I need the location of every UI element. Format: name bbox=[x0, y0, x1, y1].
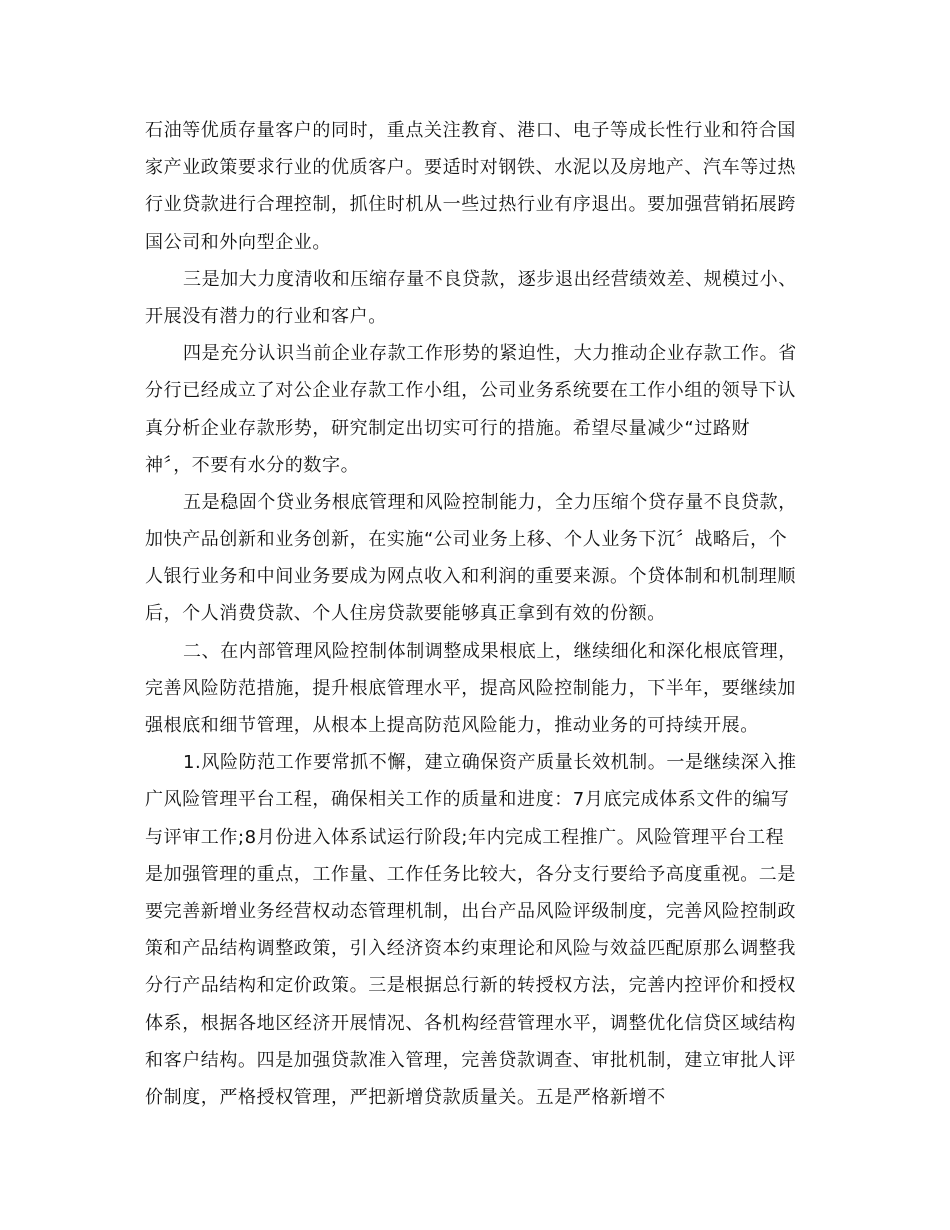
text-line: 家产业政策要求行业的优质客户。要适时对钢铁、水泥以及房地产、汽车等过热 bbox=[145, 157, 796, 179]
text-line: 完善风险防范措施，提升根底管理水平，提高风险控制能力，下半年，要继续加 bbox=[145, 677, 796, 699]
text-line: 分行已经成立了对公企业存款工作小组，公司业务系统要在工作小组的领导下认 bbox=[145, 380, 796, 402]
paragraph-5 bbox=[145, 633, 805, 745]
text-line: 国公司和外向型企业。 bbox=[145, 231, 331, 253]
text-line: 行业贷款进行合理控制，抓住时机从一些过热行业有序退出。要加强营销拓展跨 bbox=[145, 194, 796, 216]
paragraph-3 bbox=[145, 335, 805, 484]
text-line: 五是稳固个贷业务根底管理和风险控制能力，全力压缩个贷存量不良贷款， bbox=[183, 491, 797, 513]
text-line: 和客户结构。四是加强贷款准入管理，完善贷款调查、审批机制，建立审批人评 bbox=[145, 1049, 796, 1071]
text-line: 广风险管理平台工程，确保相关工作的质量和进度：7月底完成体系文件的编写 bbox=[145, 789, 790, 811]
paragraph-6 bbox=[145, 744, 805, 1116]
text-line: 人银行业务和中间业务要成为网点收入和利润的重要来源。个贷体制和机制理顺 bbox=[145, 566, 796, 588]
text-line: 是加强管理的重点，工作量、工作任务比较大，各分支行要给予高度重视。二是 bbox=[145, 863, 796, 885]
paragraph-1 bbox=[145, 112, 805, 261]
text-line: 体系，根据各地区经济开展情况、各机构经营管理水平，调整优化信贷区域结构 bbox=[145, 1012, 796, 1034]
text-line: 开展没有潜力的行业和客户。 bbox=[145, 305, 387, 327]
paragraph-2 bbox=[145, 261, 805, 335]
text-line: 1.风险防范工作要常抓不懈，建立确保资产质量长效机制。一是继续深入推 bbox=[183, 752, 797, 774]
text-line: 二、在内部管理风险控制体制调整成果根底上，继续细化和深化根底管理， bbox=[183, 640, 797, 662]
text-line: 后，个人消费贷款、个人住房贷款要能够真正拿到有效的份额。 bbox=[145, 603, 666, 625]
text-line: 真分析企业存款形势，研究制定出切实可行的措施。希望尽量减少“过路财 bbox=[145, 417, 751, 439]
text-line: 四是充分认识当前企业存款工作形势的紧迫性，大力推动企业存款工作。省 bbox=[183, 343, 797, 365]
document-body bbox=[145, 112, 805, 1116]
text-line: 与评审工作;8月份进入体系试运行阶段;年内完成工程推广。风险管理平台工程 bbox=[145, 826, 785, 848]
text-line: 分行产品结构和定价政策。三是根据总行新的转授权方法，完善内控评价和授权 bbox=[145, 975, 796, 997]
text-line: 加快产品创新和业务创新，在实施“公司业务上移、个人业务下沉〞战略后，个 bbox=[145, 529, 788, 551]
text-line: 强根底和细节管理，从根本上提高防范风险能力，推动业务的可持续开展。 bbox=[145, 715, 759, 736]
text-line: 价制度，严格授权管理，严把新增贷款质量关。五是严格新增不 bbox=[145, 1086, 666, 1108]
text-line: 石油等优质存量客户的同时，重点关注教育、港口、电子等成长性行业和符合国 bbox=[145, 120, 796, 141]
text-line: 神〞，不要有水分的数字。 bbox=[145, 454, 360, 476]
text-line: 策和产品结构调整政策，引入经济资本约束理论和风险与效益匹配原那么调整我 bbox=[145, 938, 796, 960]
paragraph-4 bbox=[145, 484, 805, 633]
text-line: 三是加大力度清收和压缩存量不良贷款，逐步退出经营绩效差、规模过小、 bbox=[183, 268, 797, 290]
text-line: 要完善新增业务经营权动态管理机制，出台产品风险评级制度，完善风险控制政 bbox=[145, 900, 796, 922]
